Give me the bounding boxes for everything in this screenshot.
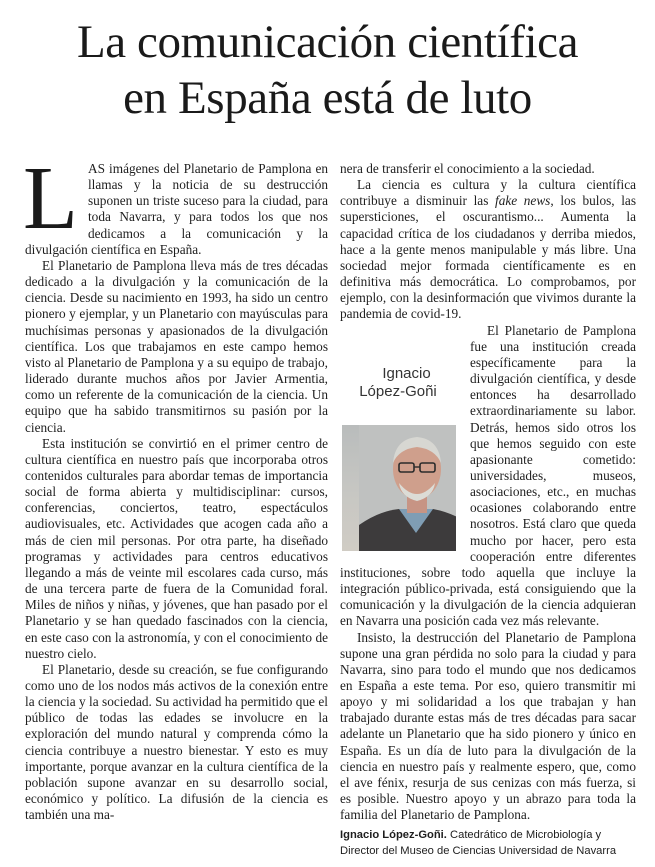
paragraph-5-text-a: La ciencia es cultura y la cultura científica contribuye a disminuir las bbox=[340, 177, 636, 209]
author-label bbox=[340, 365, 456, 401]
headline-line-2: en España está de luto bbox=[123, 72, 532, 124]
paragraph-5-text-b: , los bulos, las supersticiones, el oscurantismo... Aumenta la capacidad crítica de los ciudadanos y derriba miedos, hace a la gente menos manipulable y más libre. Una sociedad mejor formada científicamente es en definitiva más democrática. Lo comprobamos, por ejemplo, con la desinformación que vivimos durante la pandemia de covid-19. bbox=[340, 193, 636, 322]
paragraph-3: Esta institución se convirtió en el primer centro de cultura científica en nuestro país que incorporaba otros contenidos culturales para abordar temas de importancia social de forma abierta y multidisciplinar: cursos, conferencias, conciertos, teatro, espectáculos audiovisuales, etc. Actividades que acogen cada año a más de cien mil personas. Por otra parte, ha diseñado programas y actividades para centros educativos llegando a más de veinte mil escolares cada curso, más de una tercera parte de fuera de la Comunidad foral. Miles de niños y niñas, y jóvenes, que han pasado por el Planetario y se han quedado fascinados con la ciencia, en este caso con la astronomía, y con el conocimiento de nuestro cielo. bbox=[25, 435, 328, 661]
headline bbox=[0, 14, 655, 126]
paragraph-4: El Planetario, desde su creación, se fue configurando como uno de los nodos más activos de la conexión entre la ciencia y la sociedad. Su actividad ha permitido que el público de todas las edades se involucre en la exploración del mundo natural y comprenda cómo la ciencia contribuye a nuestro bienestar. Y esto es muy importante, porque avanzar en la cultura científica de la población supone avanzar en su desarrollo social, económico y político. La difusión de la ciencia es también una ma- bbox=[25, 661, 328, 823]
paragraph-5 bbox=[340, 177, 636, 322]
paragraph-6 bbox=[340, 323, 636, 630]
headline-line-1: La comunicación científica bbox=[76, 16, 579, 68]
paragraph-6-text: El Planetario de Pamplona fue una institución creada específicamente para la divulgación científica, y desde entonces ha desarrollado extraordinariamente su labor. Detrás, hemos sido otros los que hemos seguido con este apasionante cometido: universidades, museos, asociaciones, etc., en muchas ocasiones colaborando entre nosotros. Está claro que queda mucho por hacer, pero esta cooperación entre diferentes instituciones, sobre todo aquella que incluye la integración público-privada, está consiguiendo que la comunicación y la divulgación de la ciencia adquieran en Navarra una posición cada vez más relevante. bbox=[340, 322, 636, 629]
author-photo bbox=[342, 425, 456, 551]
article-column-right bbox=[340, 161, 636, 823]
author-first-name: Ignacio bbox=[382, 364, 431, 382]
paragraph-1-text: AS imágenes del Planetario de Pamplona en llamas y la noticia de su destrucción suponen un triste suceso para la ciudad, para toda Navarra, y para todos los que nos dedicamos a la comunicación y la divulgación científica en España. bbox=[25, 161, 328, 257]
paragraph-continuation: nera de transferir el conocimiento a la sociedad. bbox=[340, 161, 595, 176]
paragraph-1 bbox=[23, 149, 328, 258]
author-last-name: López-Goñi bbox=[359, 382, 437, 400]
author-box bbox=[340, 361, 460, 559]
drop-cap: L bbox=[23, 149, 78, 248]
signature-name: Ignacio López-Goñi. bbox=[340, 829, 447, 841]
author-portrait-icon bbox=[359, 425, 456, 551]
fake-news-term: fake news bbox=[495, 193, 551, 209]
signature-role: Catedrático de Microbiología y Director del Museo de Ciencias Universidad de Navarra bbox=[340, 829, 617, 857]
paragraph-2: El Planetario de Pamplona lleva más de tres décadas dedicado a la divulgación y la comunicación de la ciencia. Desde su nacimiento en 1993, ha sido un centro pionero y ejemplar, y un Planetario con mayúsculas para muchísimas personas y apasionados de la divulgación científica. Los que trabajamos en este campo hemos visto al Planetario de Pamplona y a su equipo de trabajo, liderado durante muchos años por Javier Armentia, como un referente de la comunicación de la ciencia. Un equipo que ha sabido transmitirnos su pasión por la ciencia. bbox=[25, 257, 328, 435]
author-signature bbox=[340, 827, 636, 859]
paragraph-7: Insisto, la destrucción del Planetario de Pamplona supone una gran pérdida no solo para la ciudad y para Navarra, sino para todo el mundo que nos dedicamos en España a este tema. Por eso, quiero transmitir mi apoyo y mi solidaridad a los que trabajan y han trabajado durante estas más de tres décadas para sacar adelante un Planetario que ha sido pionero y único en España. Es un día de luto para la divulgación de la ciencia en nuestro país y realmente espero, que, como el ave fénix, resurja de sus cenizas con más fuerza, si es posible. Nuestro apoyo y un abrazo para toda la familia del Planetario de Pamplona. bbox=[340, 629, 636, 823]
article-column-left bbox=[23, 149, 328, 823]
